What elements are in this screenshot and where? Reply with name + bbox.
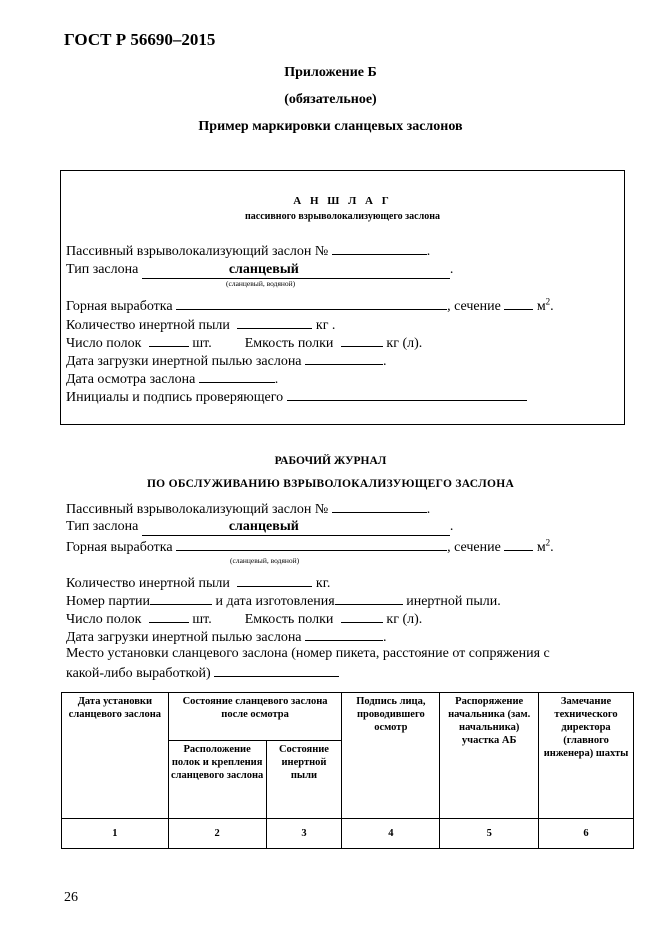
blank [176,538,447,551]
label: Количество инертной пыли [66,576,230,591]
blank [287,388,527,401]
label: Емкость полки [244,336,334,351]
journal-line-location: Место установки сланцевого заслона (номер пикета, расстояние от сопряжения с [66,646,550,661]
blank [176,297,447,310]
journal-line-shelves [66,610,422,628]
blank [199,370,275,383]
label: Горная выработка [66,540,173,555]
col-number: 6 [539,819,634,849]
col-number: 2 [168,819,266,849]
appendix-status: (обязательное) [284,92,377,107]
journal-title: РАБОЧИЙ ЖУРНАЛ [274,455,387,467]
standard-number: ГОСТ Р 56690–2015 [64,30,216,49]
unit: шт. [192,336,212,351]
unit-sup: 2 [545,296,551,307]
header-remark: Замечание технического директора (главного инженера) шахты [539,693,634,819]
unit: кг (л). [386,612,423,627]
sign-subtitle: пассивного взрыволокализующего заслона [245,211,440,222]
label: Дата загрузки инертной пылью заслона [66,630,302,645]
blank [504,538,533,551]
col-number: 4 [342,819,440,849]
page-number: 26 [64,890,78,905]
label: Номер партии [66,594,151,609]
unit-sup: 2 [545,537,551,548]
unit: кг (л). [386,336,423,351]
header-order: Распоряжение начальника (зам. начальника) участка АБ [440,693,539,819]
header-dust-state: Состояние инертной пыли [266,741,342,819]
journal-line-number: Пассивный взрыволокализующий заслон № . [66,502,431,517]
sign-line-type: Тип заслона сланцевый . [66,262,454,277]
label: какой-либо выработкой) [66,666,211,681]
sign-line-inspect-date: Дата осмотра заслона . [66,372,279,387]
label: Число полок [66,612,142,627]
type-hint: (сланцевый, водяной) [226,279,296,288]
sign-line-shelves [66,334,422,352]
journal-line-dust [66,574,330,592]
col-number: 1 [62,819,169,849]
label: , сечение [447,540,501,555]
unit: кг. [315,576,331,591]
sign-line-dust [66,316,335,334]
label: Количество инертной пыли [66,318,230,333]
sign-line-number: Пассивный взрыволокализующий заслон № . [66,244,431,259]
type-value: сланцевый [142,519,450,536]
header-shelf-layout: Расположение полок и крепления сланцевого заслона [168,741,266,819]
blank [504,297,533,310]
label: Пассивный взрыволокализующий заслон № [66,502,329,517]
label: Тип заслона [66,262,139,277]
label: Емкость полки [244,612,334,627]
blank [214,664,339,677]
label: Число полок [66,336,142,351]
journal-line-location-cont [66,664,339,682]
blank [149,610,189,623]
header-install-date: Дата установки сланцевого заслона [62,693,169,819]
journal-subtitle: ПО ОБСЛУЖИВАНИЮ ВЗРЫВОЛОКАЛИЗУЮЩЕГО ЗАСЛОНА [146,478,515,490]
label: и дата изготовления [215,594,335,609]
journal-line-type: Тип заслона сланцевый . [66,519,454,534]
unit: м [536,540,546,555]
header-state-group: Состояние сланцевого заслона после осмотра [168,693,342,741]
sign-line-signature [66,388,527,406]
unit: кг . [315,318,336,333]
blank [332,500,427,513]
sign-line-load-date: Дата загрузки инертной пылью заслона . [66,354,387,369]
example-title: Пример маркировки сланцевых заслонов [198,119,463,134]
sign-title: А Н Ш Л А Г [293,195,392,207]
blank [150,592,212,605]
blank [149,334,189,347]
label: Тип заслона [66,519,139,534]
blank [305,352,383,365]
unit: шт. [192,612,212,627]
appendix-title: Приложение Б [284,65,377,80]
journal-line-load-date: Дата загрузки инертной пылью заслона . [66,630,387,645]
label: инертной пыли. [406,594,501,609]
col-number: 5 [440,819,539,849]
blank [341,334,383,347]
blank [237,316,312,329]
table-number-row [62,819,634,849]
label: Дата загрузки инертной пылью заслона [66,354,302,369]
label: Дата осмотра заслона [66,372,196,387]
label: Пассивный взрыволокализующий заслон № [66,244,329,259]
journal-line-working: Горная выработка , сечение $м^2$. [66,537,554,555]
label: , сечение [447,299,501,314]
blank [332,242,427,255]
label: Инициалы и подпись проверяющего [66,390,284,405]
type-value: сланцевый [142,262,450,279]
blank [341,610,383,623]
blank [335,592,403,605]
unit: м [536,299,546,314]
blank [305,628,383,641]
journal-line-batch [66,592,501,610]
blank [237,574,312,587]
header-signature: Подпись лица, проводившего осмотр [342,693,440,819]
label: Горная выработка [66,299,173,314]
col-number: 3 [266,819,342,849]
sign-line-working: Горная выработка , сечение $м^2$. [66,296,554,314]
journal-table [61,692,634,849]
type-hint: (сланцевый, водяной) [230,556,300,565]
